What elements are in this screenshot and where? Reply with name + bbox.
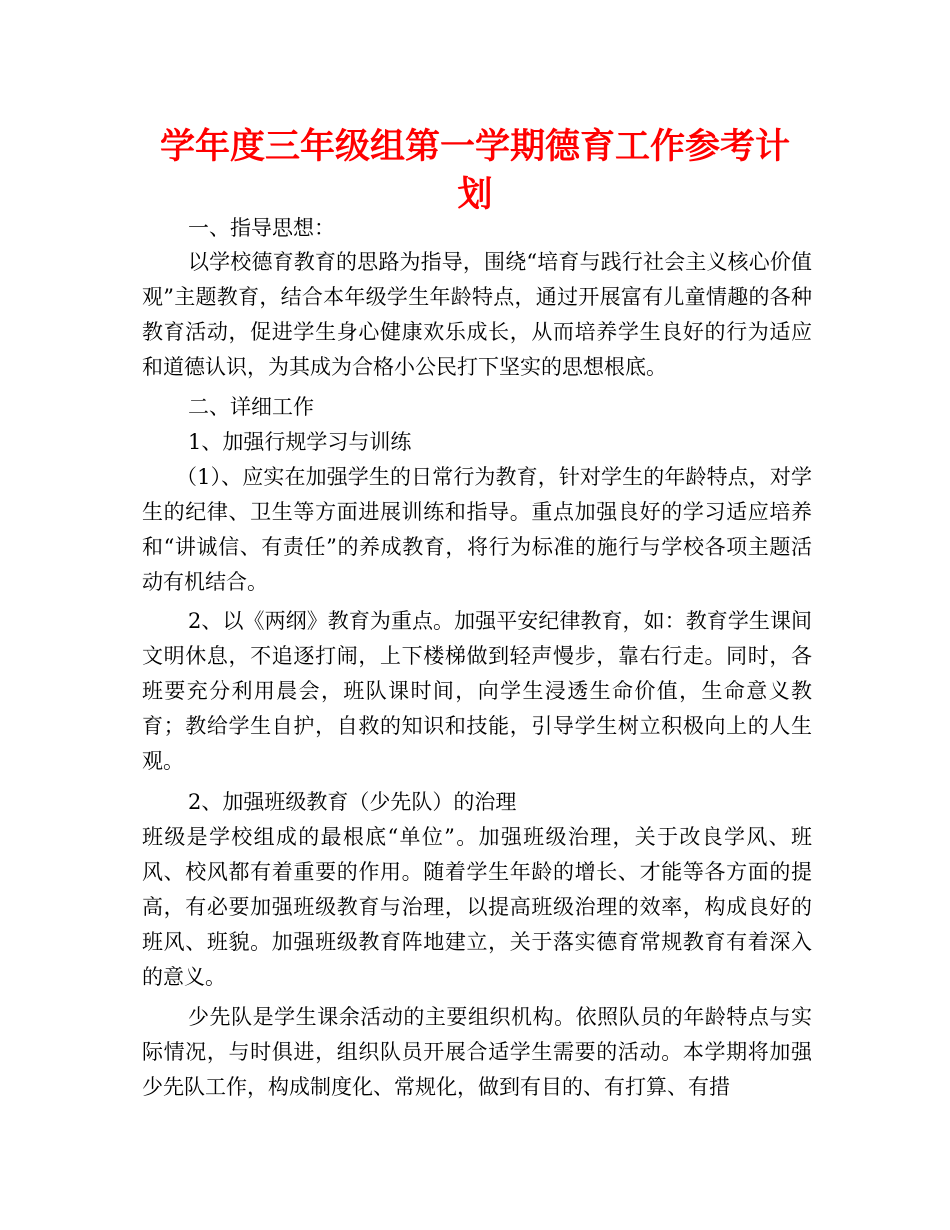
paragraph-young-pioneers: 少先队是学生课余活动的主要组织机构。依照队员的年龄特点与实际情况，与时俱进，组织队员开展合适学生需要的活动。本学期将加强少先队工作，构成制度化、常规化，做到有目的、有打算、有措	[142, 1005, 812, 1099]
document-title-line-1: 学年度三年级组第一学期德育工作参考计	[159, 127, 790, 167]
section-heading-detailed-work: 二、详细工作	[188, 395, 314, 419]
subheading-class-management: 2、加强班级教育（少先队）的治理	[188, 790, 517, 814]
paragraph-daily-behavior: （1）、应实在加强学生的日常行为教育，针对学生的年龄特点，对学生的纪律、卫生等方面进展训练和指导。重点加强良好的学习适应培养和“讲诚信、有责任”的养成教育，将行为标准的施行与学校各项主题活动有机结合。	[142, 465, 812, 594]
document-title-line-2: 划	[457, 175, 493, 215]
paragraph-safety-education: 2、以《两纲》教育为重点。加强平安纪律教育，如：教育学生课间文明休息，不追逐打闹，上下楼梯做到轻声慢步，靠右行走。同时，各班要充分利用晨会，班队课时间，向学生浸透生命价值，生命意义教育；教给学生自护，自救的知识和技能，引导学生树立积极向上的人生观。	[142, 609, 812, 773]
paragraph-guiding-thought: 以学校德育教育的思路为指导，围绕“培育与践行社会主义核心价值观”主题教育，结合本年级学生年龄特点，通过开展富有儿童情趣的各种教育活动，促进学生身心健康欢乐成长，从而培养学生良好的行为适应和道德认识，为其成为合格小公民打下坚实的思想根底。	[142, 250, 812, 379]
paragraph-class-management: 班级是学校组成的最根底“单位”。加强班级治理，关于改良学风、班风、校风都有着重要的作用。随着学生年龄的增长、才能等各方面的提高，有必要加强班级教育与治理，以提高班级治理的效率，构成良好的班风、班貌。加强班级教育阵地建立，关于落实德育常规教育有着深入的意义。	[142, 825, 812, 989]
section-heading-guiding-thought: 一、指导思想：	[188, 216, 335, 240]
subheading-behavior-training: 1、加强行规学习与训练	[188, 430, 412, 454]
